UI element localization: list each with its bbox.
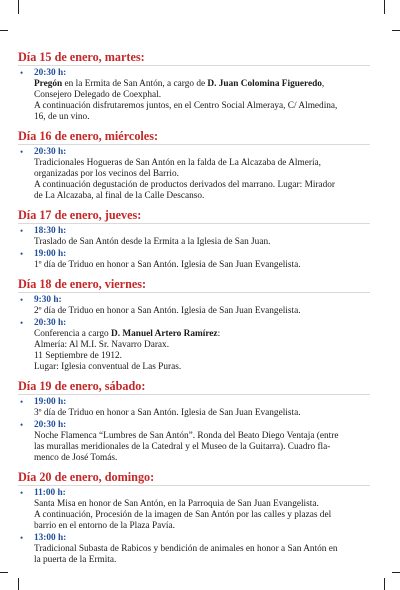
text-run: 2º día de Triduo en honor a San Antón. Iglesia de San Juan Evangelista. [34,306,301,316]
day-title: Día 15 de enero, martes: [18,50,370,66]
day-title: Día 19 de enero, sábado: [18,379,370,395]
text-run: menco de José Tomás. [34,453,118,463]
day-title: Día 18 de enero, viernes: [18,277,370,293]
text-run: Lugar: Iglesia conventual de Las Puras. [34,362,182,372]
day-section [18,50,370,123]
event-item [18,318,370,373]
event-time: 19:00 h: [34,397,67,407]
event-description-line [34,431,370,442]
bullet-icon: • [20,295,24,305]
event-time: 20:30 h: [34,318,67,328]
bullet-icon: • [20,488,24,498]
event-time: 20:30 h: [34,68,67,78]
crop-mark-bottom-right [392,572,400,573]
event-description-line [34,544,370,555]
bullet-icon: • [20,147,24,157]
bullet-icon: • [20,249,24,259]
text-run: Santa Misa en honor de San Antón, en la Parroquia de San Juan Evangelista. [34,499,319,509]
event-description-line [34,521,370,532]
event-time: 9:30 h: [34,295,62,305]
day-section [18,470,370,566]
event-item [18,68,370,123]
event-time: 11:00 h: [34,488,66,498]
text-run: 11 Septiembre de 1912. [34,351,122,361]
event-description-line [34,260,370,271]
text-run: barrio en el entorno de la Plaza Pavía. [34,521,175,531]
event-description-line [34,362,370,373]
text-run: 3º día de Triduo en honor a San Antón. Iglesia de San Juan Evangelista. [34,408,301,418]
text-run: : [217,329,221,339]
event-description-line [34,90,370,101]
day-title: Día 20 de enero, domingo: [18,470,370,486]
event-description-line [34,340,370,351]
bold-text: Pregón [34,79,63,89]
event-description-line [34,112,370,123]
text-run: A continuación disfrutaremos juntos, en el Centro Social Almeraya, C/ Almedina, [34,101,338,111]
event-description-line [34,351,370,362]
bullet-icon: • [20,420,24,430]
day-section [18,379,370,464]
event-description-line [34,169,370,180]
text-run: Almería: Al M.I. Sr. Navarro Darax. [34,340,170,350]
event-time: 19:00 h: [34,249,67,259]
event-item [18,147,370,202]
text-run: Noche Flamenca “Lumbres de San Antón”. Ronda del Beato Diego Ventaja (entre [34,431,339,441]
text-run: en la Ermita de San Antón, a cargo de [62,79,208,89]
bullet-icon: • [20,397,24,407]
text-run: 16, de un vino. [34,112,90,122]
day-title: Día 16 de enero, miércoles: [18,129,370,145]
text-run: A continuación, Procesión de la imagen de San Antón por las calles y plazas del [34,510,332,520]
bullet-icon: • [20,318,24,328]
bullet-icon: • [20,226,24,236]
crop-mark-bottom-left [0,572,8,573]
event-description-line [34,499,370,510]
day-section [18,129,370,202]
event-item [18,295,370,317]
crop-mark-top-right [392,30,400,31]
event-description-line [34,408,370,419]
day-title: Día 17 de enero, jueves: [18,208,370,224]
crop-mark-bottom-right-v [384,578,385,590]
event-description-line [34,180,370,191]
text-run: , [321,79,325,89]
text-run: Conferencia a cargo [34,329,112,339]
event-description-line [34,101,370,112]
day-section [18,277,370,373]
event-description-line [34,79,370,90]
event-item [18,533,370,566]
text-run: Consejero Delegado de Coexphal. [34,90,162,100]
event-description-line [34,158,370,169]
event-description-line [34,306,370,317]
event-time: 20:30 h: [34,420,67,430]
event-time: 20:30 h: [34,147,67,157]
event-description-line [34,237,370,248]
event-description-line [34,329,370,340]
crop-mark-top-left [0,30,8,31]
day-section [18,208,370,271]
event-time: 18:30 h: [34,226,67,236]
bullet-icon: • [20,533,24,543]
event-description-line [34,453,370,464]
program-page [18,50,370,572]
event-description-line [34,555,370,566]
event-description-line [34,510,370,521]
bullet-icon: • [20,68,24,78]
event-item [18,249,370,271]
text-run: de La Alcazaba, al final de la Calle Descanso. [34,191,205,201]
text-run: las murallas meridionales de la Catedral y el Museo de la Guitarra). Cuadro fla- [34,442,331,452]
text-run: organizadas por los vecinos del Barrio. [34,169,179,179]
crop-mark-top-left-v [18,0,19,14]
text-run: Traslado de San Antón desde la Ermita a la Iglesia de San Juan. [34,237,271,247]
event-item [18,420,370,464]
text-run: 1º día de Triduo en honor a San Antón. Iglesia de San Juan Evangelista. [34,260,301,270]
text-run: la puerta de la Ermita. [34,555,117,565]
crop-mark-bottom-left-v [18,578,19,590]
bold-text: D. Juan Colomina Figueredo [207,79,322,89]
bold-text: D. Manuel Artero Ramírez [111,329,218,339]
text-run: Tradicionales Hogueras de San Antón en la falda de La Alcazaba de Almería, [34,158,321,168]
event-description-line [34,191,370,202]
event-item [18,397,370,419]
crop-mark-top-right-v [384,0,385,14]
text-run: Tradicional Subasta de Rabicos y bendición de animales en honor a San Antón en [34,544,338,554]
text-run: A continuación degustación de productos derivados del marrano. Lugar: Mirador [34,180,336,190]
event-item [18,226,370,248]
event-description-line [34,442,370,453]
event-time: 13:00 h: [34,533,67,543]
event-item [18,488,370,532]
